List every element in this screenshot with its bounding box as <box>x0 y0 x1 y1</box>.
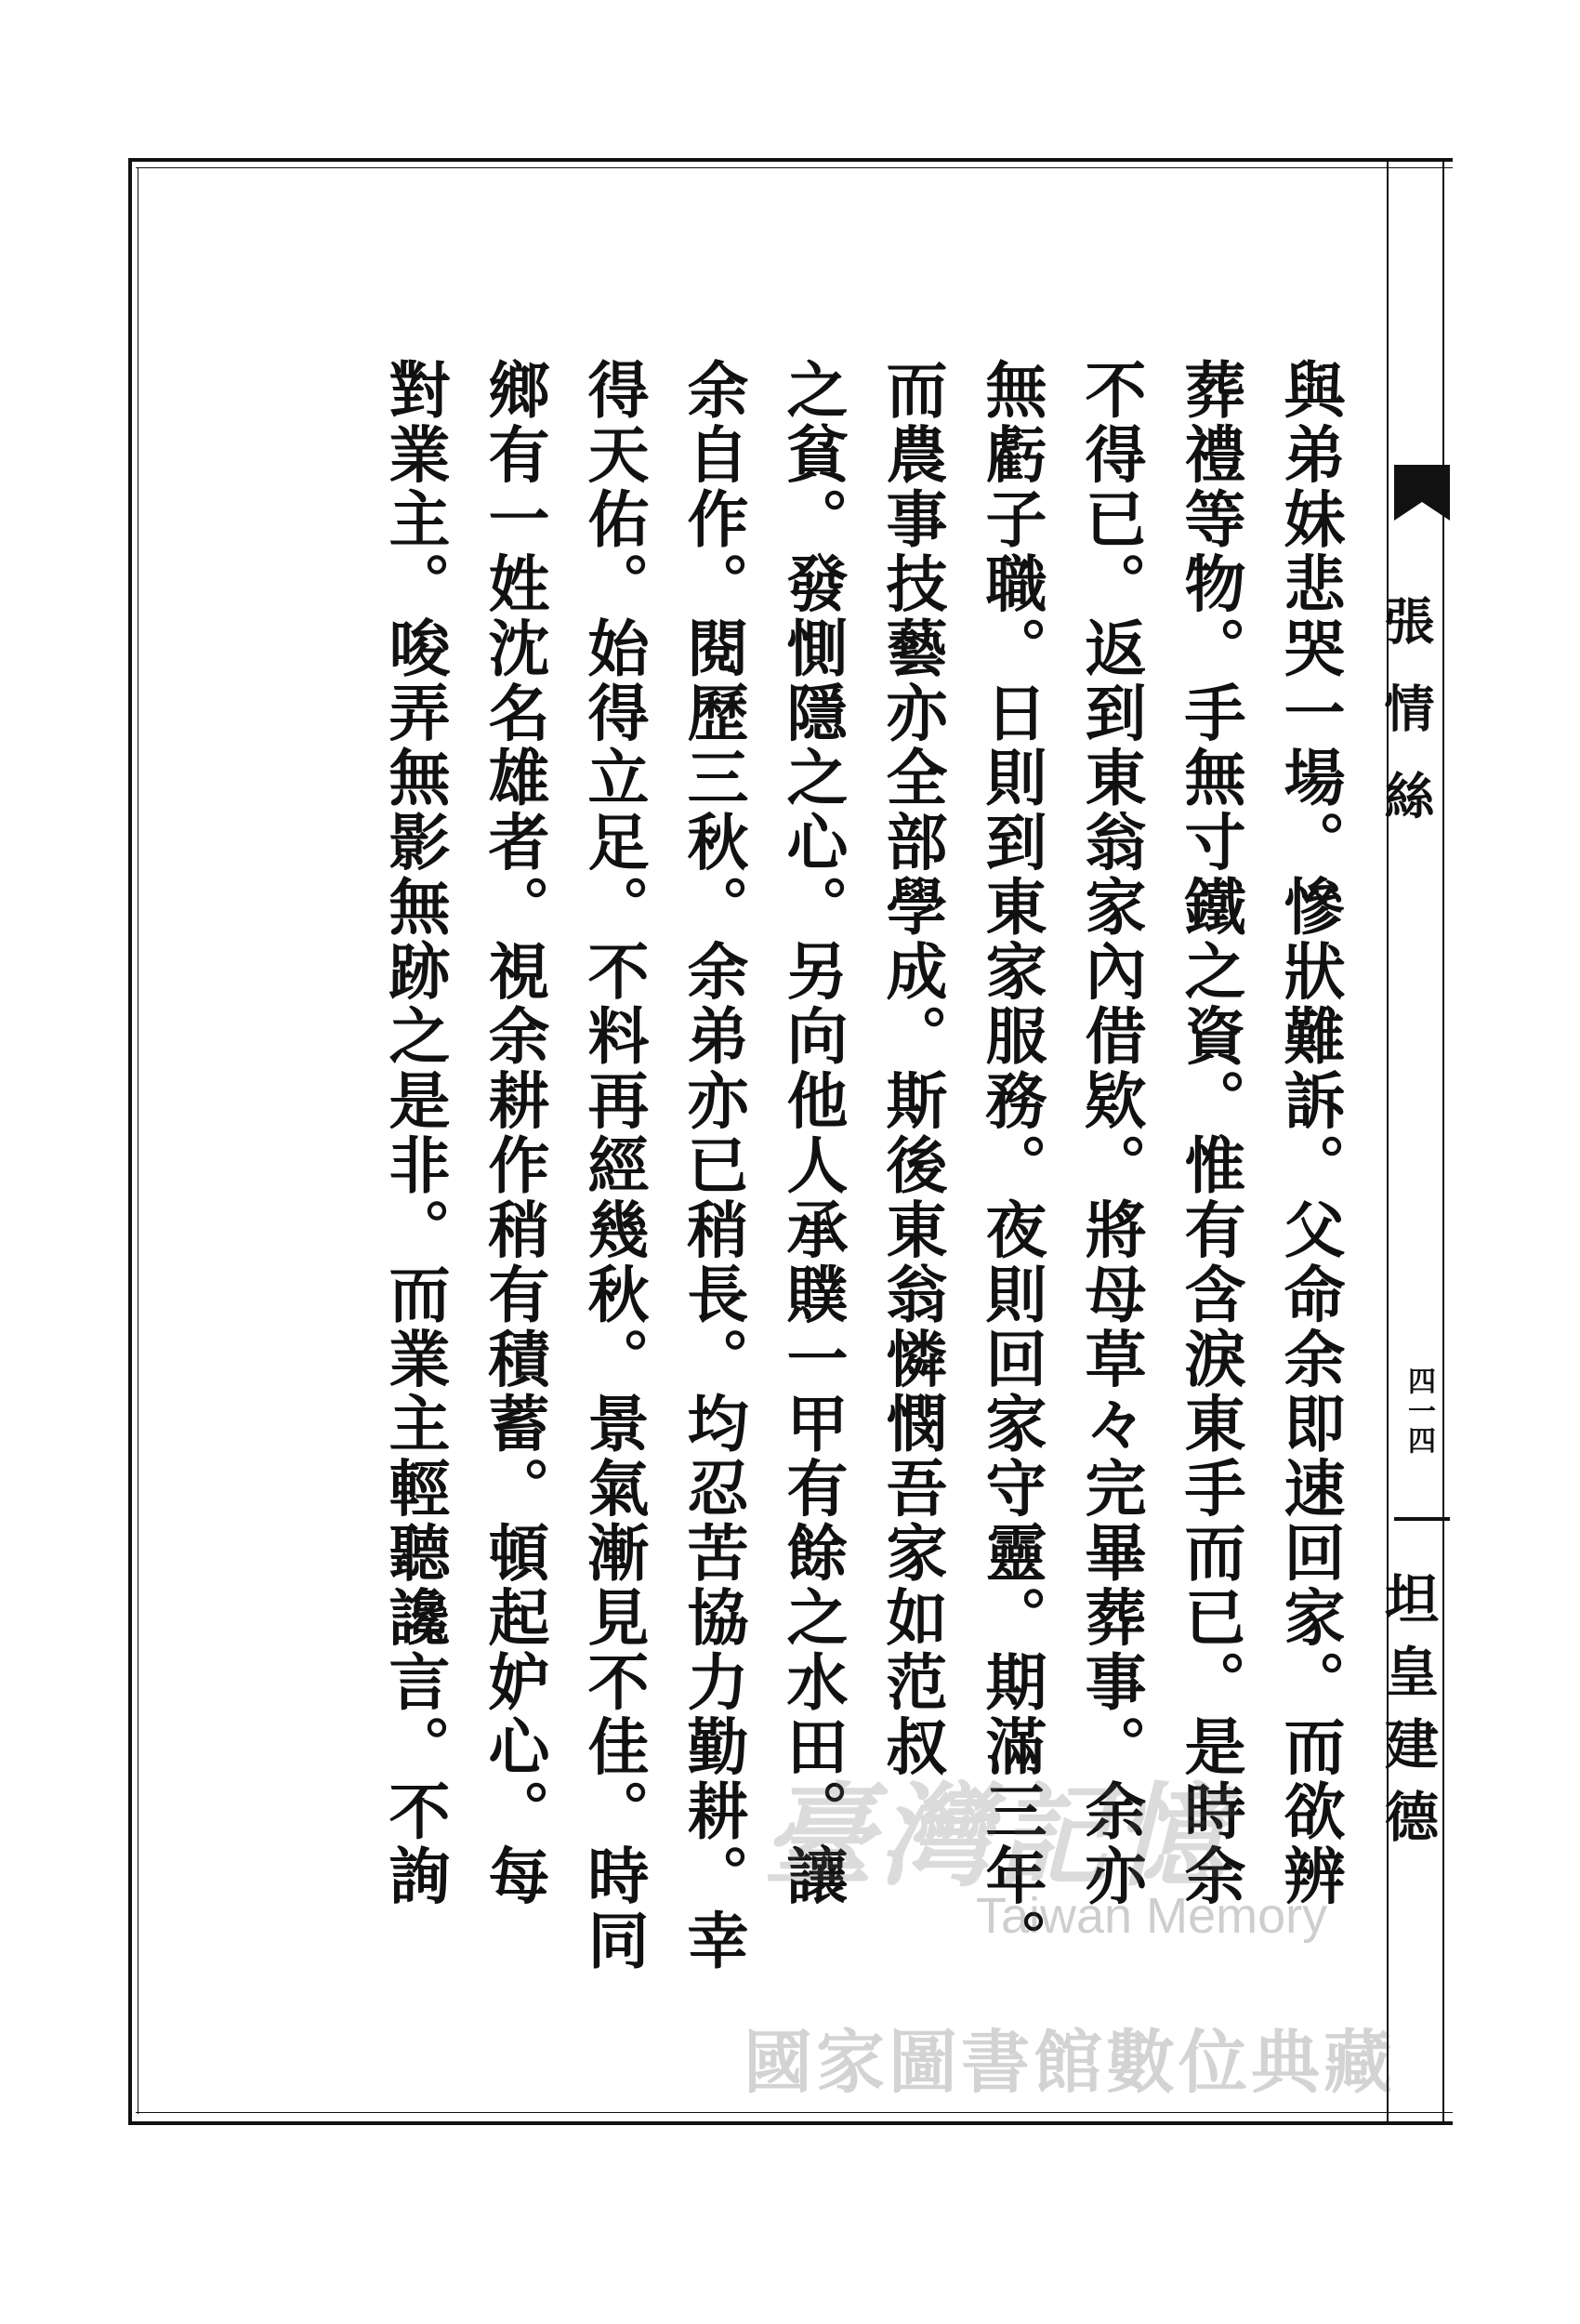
watermark-institution: 國家圖書館數位典藏 <box>744 2023 1396 2103</box>
margin-footer-title: 坦皇建德 <box>1376 1571 1439 1861</box>
frame-top-rule <box>128 158 1453 162</box>
text-column-1: 與弟妹悲哭一場。慘狀難訴。父命余即速回家。而欲辨 <box>1273 358 1346 1908</box>
margin-title: 張情絲 <box>1376 595 1436 857</box>
text-column-10: 對業主。唆弄無影無跡之是非。而業主輕聽讒言。不詢 <box>378 358 451 1908</box>
text-column-5: 而農事技藝亦全部學成。斯後東翁憐憫吾家如范叔 <box>876 358 948 1779</box>
frame-top-inner-rule <box>136 167 1453 168</box>
text-column-7: 余自作。閱歷三秋。余弟亦已稍長。均忍苦協力勤耕。幸 <box>677 358 749 1974</box>
page-number: 四一四 <box>1402 1367 1435 1456</box>
text-column-2: 葬禮等物。手無寸鐵之資。惟有含淚東手而已。是時余 <box>1174 358 1246 1908</box>
watermark-latin: Taiwan Memory <box>976 1888 1328 1944</box>
text-column-6: 之貧。發惻隱之心。另向他人承贌一甲有餘之水田。讓 <box>776 358 849 1908</box>
watermark-logo: 臺灣記憶 <box>762 1771 1231 1902</box>
frame-left-rule <box>128 158 132 2125</box>
center-tick-mark-icon <box>1394 1506 1450 1534</box>
frame-bottom-rule <box>128 2121 1453 2125</box>
text-column-9: 鄉有一姓沈名雄者。視余耕作稍有積蓄。頓起妒心。每 <box>478 358 550 1908</box>
text-column-4: 無虧子職。日則到東家服務。夜則回家守靈。期滿三年。 <box>975 358 1047 1974</box>
text-column-8: 得天佑。始得立足。不料再經幾秋。景氣漸見不佳。時同 <box>577 358 650 1974</box>
text-column-3: 不得已。返到東翁家內借欵。將母草々完畢葬事。余亦 <box>1074 358 1147 1908</box>
fishtail-ornament-icon <box>1394 465 1450 521</box>
frame-bottom-inner-rule <box>136 2112 1453 2113</box>
